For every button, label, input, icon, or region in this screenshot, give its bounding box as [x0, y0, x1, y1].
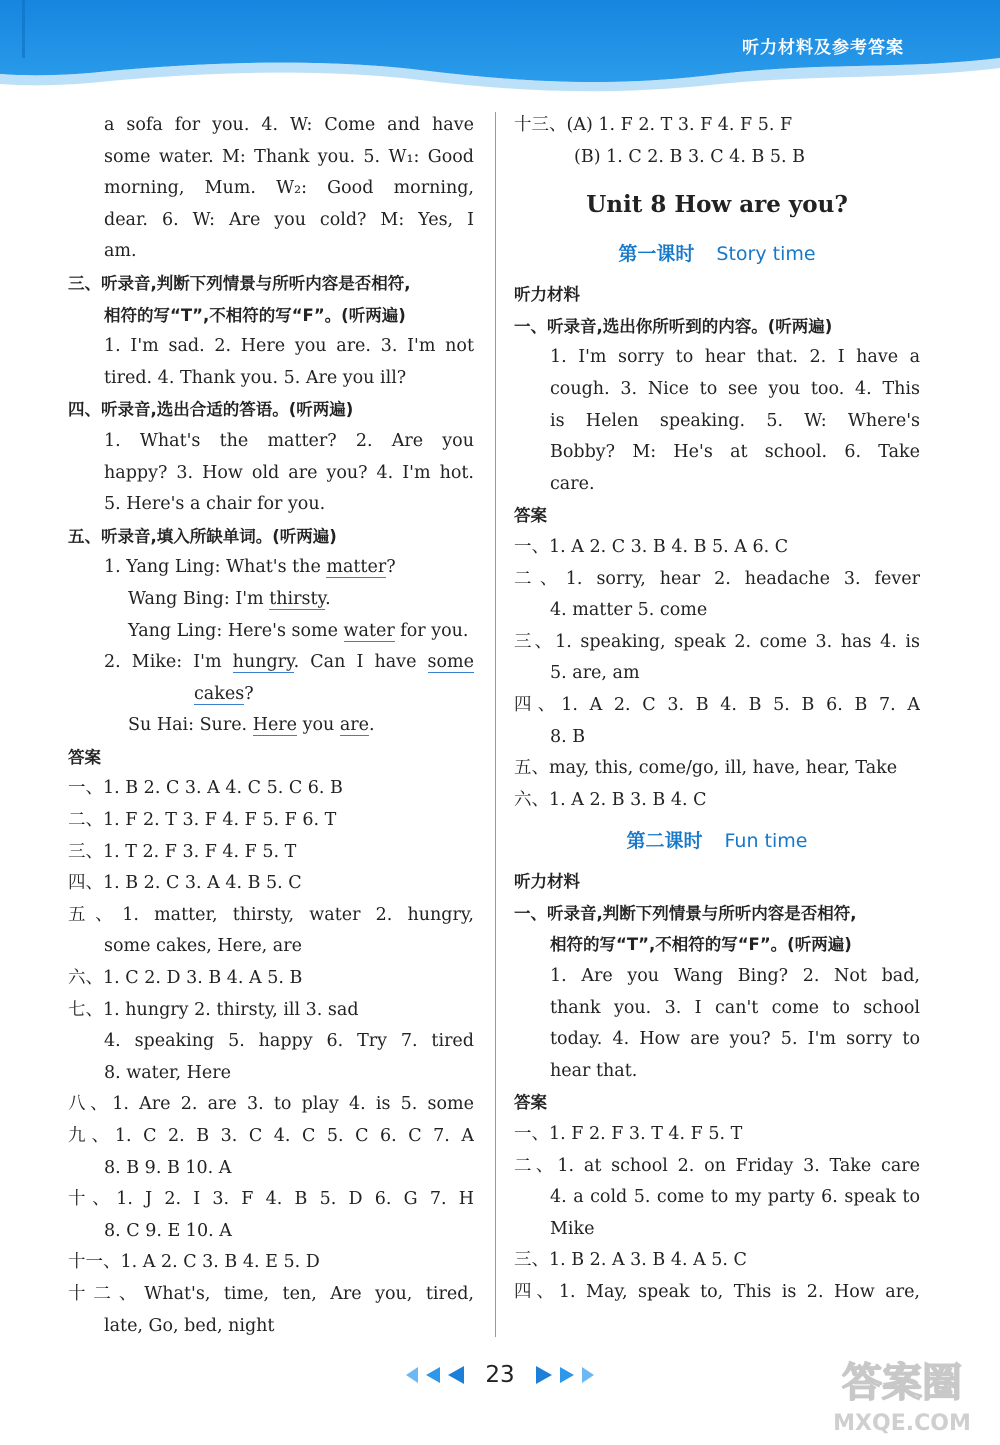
text-line: some cakes, Here, are	[104, 936, 302, 957]
filled-blank: thirsty	[269, 588, 326, 609]
text-line: a sofa for you. 4. W: Come and have	[104, 115, 474, 135]
text-line: happy? 3. How old are you? 4. I'm hot.	[104, 462, 474, 483]
text-line: dear. 6. W: Are you cold? M: Yes, I	[104, 209, 474, 230]
text-line: 相符的写“T”,不相符的写“F”。(听两遍)	[104, 305, 406, 325]
text-line: 8. B 9. B 10. A	[104, 1157, 232, 1178]
left-column	[68, 110, 474, 1342]
column-divider	[495, 112, 496, 1337]
text-line: 七、1. hungry 2. thirsty, ill 3. sad	[68, 999, 359, 1020]
text-line: 三、1. T 2. F 3. F 4. F 5. T	[68, 841, 297, 862]
right-column	[514, 110, 920, 1309]
text-line: 一、1. B 2. C 3. A 4. C 5. C 6. B	[68, 778, 343, 799]
text-line: cough. 3. Nice to see you too. 4. This	[550, 378, 920, 399]
text-line: 一、1. F 2. F 3. T 4. F 5. T	[514, 1124, 743, 1145]
text-line: 六、1. C 2. D 3. B 4. A 5. B	[68, 968, 303, 989]
text-line: 三、1. speaking, speak 2. come 3. has 4. is	[514, 631, 920, 652]
text-line: 1. What's the matter? 2. Are you	[104, 430, 474, 451]
text-line: 答案	[514, 1093, 547, 1113]
text-line: is Helen speaking. 5. W: Where's	[550, 410, 920, 431]
prev-arrows-icon	[404, 1365, 470, 1385]
text-line: today. 4. How are you? 5. I'm sorry to	[550, 1029, 920, 1050]
text-line: late, Go, bed, night	[104, 1315, 275, 1336]
text-line: 4. a cold 5. come to my party 6. speak to	[550, 1187, 920, 1208]
lesson-1-content	[514, 279, 920, 816]
text-line: 五、may, this, come/go, ill, have, hear, Take	[514, 758, 898, 779]
text-line: 一、1. A 2. C 3. B 4. B 5. A 6. C	[514, 536, 789, 557]
text-line: 十、1. J 2. I 3. F 4. B 5. D 6. G 7. H	[68, 1189, 474, 1210]
text-line: care.	[550, 473, 595, 494]
watermark-text: MXQE.COM	[833, 1411, 971, 1436]
text-line: 8. C 9. E 10. A	[104, 1220, 232, 1241]
lesson-1-en: Story time	[716, 243, 816, 266]
text-line: Wang Bing: I'm thirsty.	[128, 588, 331, 609]
text-line: 答案	[68, 747, 101, 767]
text-line: some water. M: Thank you. 5. W₁: Good	[104, 146, 474, 167]
text-line: 四、听录音,选出合适的答语。(听两遍)	[68, 400, 354, 420]
filled-blank: Here	[252, 715, 298, 736]
text-line: 5. are, am	[550, 663, 640, 684]
text-line: thank you. 3. I can't come to school	[550, 997, 920, 1018]
lesson-1-cn: 第一课时	[618, 243, 695, 266]
filled-blank: cakes	[194, 683, 245, 704]
text-line: hear that.	[550, 1060, 638, 1081]
text-line: am.	[104, 241, 137, 262]
text-line: Bobby? M: He's at school. 6. Take	[550, 442, 920, 463]
text-line: 2. Mike: I'm hungry. Can I have some	[104, 652, 474, 673]
page-number: 23	[485, 1362, 515, 1388]
text-line: 十一、1. A 2. C 3. B 4. E 5. D	[68, 1252, 320, 1273]
text-line: 1. I'm sad. 2. Here you are. 3. I'm not	[104, 336, 474, 357]
text-line: 二、1. at school 2. on Friday 3. Take care	[514, 1155, 920, 1176]
text-line: 4. matter 5. come	[550, 600, 708, 621]
lesson-heading-1	[514, 229, 920, 279]
text-line: 十二、What's, time, ten, Are you, tired,	[68, 1283, 474, 1304]
filled-blank: water	[343, 620, 395, 641]
text-line: 答案	[514, 506, 547, 526]
text-line: 相符的写“T”,不相符的写“F”。(听两遍)	[550, 935, 852, 955]
svg-text:答案圈: 答案圈	[842, 1360, 962, 1406]
text-line: cakes?	[194, 683, 254, 704]
text-line: morning, Mum. W₂: Good morning,	[104, 178, 474, 199]
lesson-2-cn: 第二课时	[626, 830, 703, 853]
text-line: 三、听录音,判断下列情景与所听内容是否相符,	[68, 273, 411, 293]
text-line: 1. Are you Wang Bing? 2. Not bad,	[550, 966, 920, 987]
lesson-2-content	[514, 866, 920, 1308]
filled-blank: hungry	[232, 652, 294, 673]
text-line: 九、1. C 2. B 3. C 4. C 5. C 6. C 7. A	[68, 1126, 474, 1146]
unit7-section-13	[514, 110, 920, 173]
text-line: 四、1. A 2. C 3. B 4. B 5. B 6. B 7. A	[514, 694, 920, 715]
filled-blank: are	[339, 715, 370, 736]
text-line: 三、1. B 2. A 3. B 4. A 5. C	[514, 1250, 747, 1271]
text-line: 八、1. Are 2. are 3. to play 4. is 5. some	[68, 1094, 474, 1115]
next-arrows-icon	[530, 1365, 596, 1385]
text-line: 四、1. May, speak to, This is 2. How are,	[514, 1282, 920, 1302]
text-line: 一、听录音,选出你所听到的内容。(听两遍)	[514, 316, 833, 336]
text-line: 六、1. A 2. B 3. B 4. C	[514, 789, 707, 810]
lesson-heading-2	[514, 816, 920, 866]
text-line: (B) 1. C 2. B 3. C 4. B 5. B	[574, 146, 805, 167]
filled-blank: matter	[326, 557, 387, 578]
text-line: 五、听录音,填入所缺单词。(听两遍)	[68, 526, 337, 546]
text-line: Yang Ling: Here's some water for you.	[128, 620, 469, 641]
text-line: 1. I'm sorry to hear that. 2. I have a	[550, 347, 920, 368]
text-line: 4. speaking 5. happy 6. Try 7. tired	[104, 1031, 474, 1052]
text-line: 8. B	[550, 726, 586, 747]
text-line: 8. water, Here	[104, 1062, 231, 1083]
text-line: 二、1. sorry, hear 2. headache 3. fever	[514, 568, 920, 589]
text-line: 五、1. matter, thirsty, water 2. hungry,	[68, 904, 474, 925]
lesson-2-en: Fun time	[724, 830, 808, 853]
text-line: tired. 4. Thank you. 5. Are you ill?	[104, 367, 407, 388]
text-line: 一、听录音,判断下列情景与所听内容是否相符,	[514, 903, 857, 923]
text-line: 5. Here's a chair for you.	[104, 494, 326, 515]
text-line: 十三、(A) 1. F 2. T 3. F 4. F 5. F	[514, 115, 793, 135]
text-line: 听力材料	[514, 285, 580, 305]
text-line: 二、1. F 2. T 3. F 4. F 5. F 6. T	[68, 810, 337, 831]
text-line: 1. Yang Ling: What's the matter?	[104, 557, 396, 578]
text-line: Mike	[550, 1218, 595, 1239]
header-title: 听力材料及参考答案	[742, 38, 904, 58]
unit-title: Unit 8 How are you?	[586, 191, 848, 219]
text-line: 听力材料	[514, 872, 580, 892]
text-line: Su Hai: Sure. Here you are.	[128, 715, 375, 736]
watermark-logo	[812, 1352, 992, 1438]
text-line: 四、1. B 2. C 3. A 4. B 5. C	[68, 873, 302, 894]
filled-blank: some	[427, 652, 474, 673]
